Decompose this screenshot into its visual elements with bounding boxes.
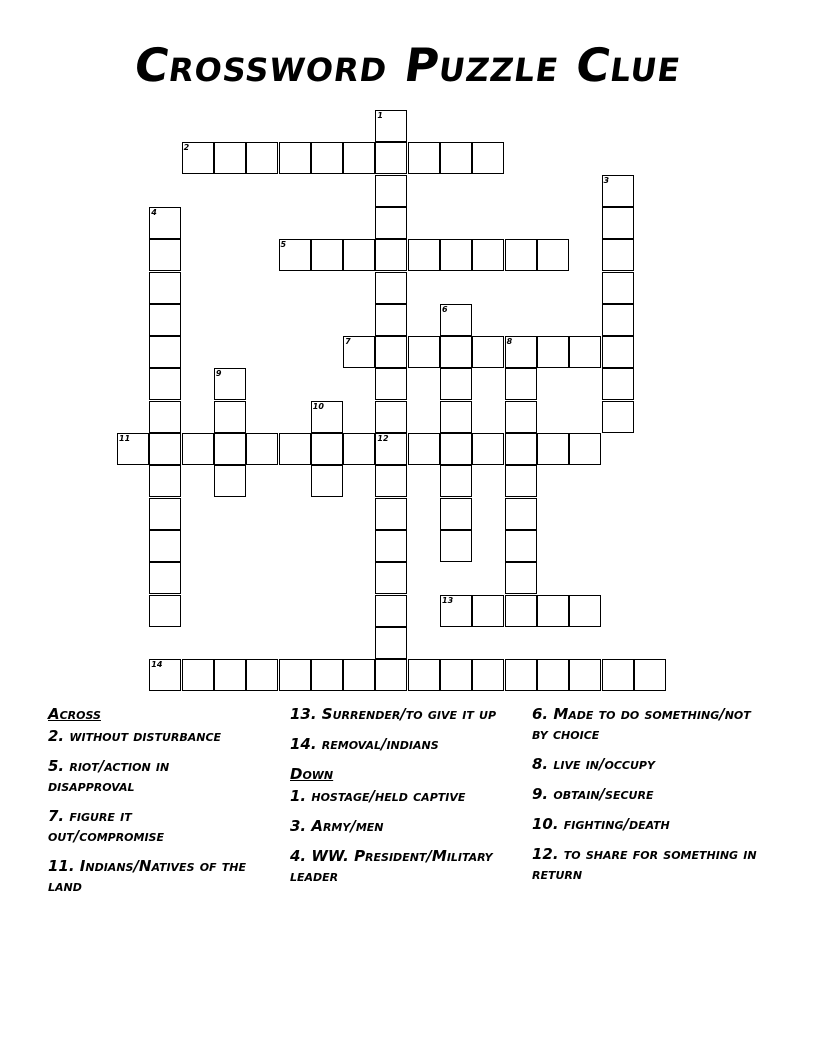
clue-down-1: 1. hostage/held captive xyxy=(290,787,466,805)
grid-cell[interactable] xyxy=(505,239,537,271)
grid-cell[interactable] xyxy=(149,498,181,530)
grid-cell[interactable] xyxy=(149,401,181,433)
across-heading: Across xyxy=(48,705,101,723)
clues-column-2 xyxy=(290,704,520,896)
grid-cell[interactable] xyxy=(537,336,569,368)
grid-cell[interactable] xyxy=(505,659,537,691)
clues-column-3 xyxy=(532,704,762,894)
grid-cell[interactable] xyxy=(569,659,601,691)
grid-cell[interactable] xyxy=(569,595,601,627)
grid-cell[interactable] xyxy=(149,336,181,368)
grid-cell[interactable] xyxy=(149,562,181,594)
grid-cell[interactable] xyxy=(472,659,504,691)
grid-cell[interactable] xyxy=(440,530,472,562)
grid-cell[interactable] xyxy=(279,142,311,174)
grid-cell[interactable] xyxy=(440,465,472,497)
grid-cell[interactable] xyxy=(311,433,343,465)
grid-cell[interactable] xyxy=(375,304,407,336)
clue-across-5: 5. riot/action in disapproval xyxy=(48,757,170,795)
grid-cell[interactable] xyxy=(602,304,634,336)
grid-cell[interactable] xyxy=(602,239,634,271)
clue-number-10: 10 xyxy=(312,401,324,411)
grid-cell[interactable] xyxy=(375,175,407,207)
grid-cell[interactable] xyxy=(279,659,311,691)
grid-cell[interactable] xyxy=(311,142,343,174)
grid-cell[interactable] xyxy=(569,336,601,368)
grid-cell[interactable] xyxy=(408,142,440,174)
grid-cell[interactable] xyxy=(279,433,311,465)
grid-cell[interactable] xyxy=(602,272,634,304)
grid-cell[interactable] xyxy=(375,562,407,594)
grid-cell[interactable] xyxy=(343,239,375,271)
clue-number-7: 7 xyxy=(345,337,351,347)
clue-down-6: 6. Made to do something/not by choice xyxy=(532,705,751,743)
grid-cell[interactable] xyxy=(472,595,504,627)
grid-cell[interactable] xyxy=(537,659,569,691)
clues-column-1 xyxy=(48,704,248,906)
clue-number-13: 13 xyxy=(442,595,454,605)
grid-cell[interactable] xyxy=(375,627,407,659)
grid-cell[interactable] xyxy=(375,272,407,304)
grid-cell[interactable] xyxy=(408,433,440,465)
grid-cell[interactable] xyxy=(246,142,278,174)
grid-cell[interactable] xyxy=(182,659,214,691)
grid-cell[interactable] xyxy=(602,659,634,691)
grid-cell[interactable] xyxy=(537,433,569,465)
clue-down-10: 10. fighting/death xyxy=(532,815,670,833)
grid-cell[interactable] xyxy=(149,304,181,336)
grid-cell[interactable] xyxy=(375,498,407,530)
grid-cell[interactable] xyxy=(375,336,407,368)
page-title: Crossword Puzzle Clue xyxy=(131,38,685,92)
grid-cell[interactable] xyxy=(375,401,407,433)
grid-cell[interactable] xyxy=(214,659,246,691)
clue-down-4: 4. WW. President/Military leader xyxy=(290,847,493,885)
grid-cell[interactable] xyxy=(214,401,246,433)
grid-cell[interactable] xyxy=(246,659,278,691)
grid-cell[interactable] xyxy=(537,595,569,627)
grid-cell[interactable] xyxy=(505,465,537,497)
grid-cell[interactable] xyxy=(149,465,181,497)
grid-cell[interactable] xyxy=(214,465,246,497)
grid-cell[interactable] xyxy=(472,239,504,271)
grid-cell[interactable] xyxy=(375,239,407,271)
clue-number-8: 8 xyxy=(506,337,513,347)
grid-cell[interactable] xyxy=(505,368,537,400)
grid-cell[interactable] xyxy=(440,659,472,691)
down-heading: Down xyxy=(290,765,334,783)
grid-cell[interactable] xyxy=(505,595,537,627)
grid-cell[interactable] xyxy=(182,433,214,465)
grid-cell[interactable] xyxy=(505,562,537,594)
grid-cell[interactable] xyxy=(149,272,181,304)
grid-cell[interactable] xyxy=(343,659,375,691)
clue-number-1: 1 xyxy=(377,111,383,120)
grid-cell[interactable] xyxy=(602,368,634,400)
grid-cell[interactable] xyxy=(472,336,504,368)
grid-cell[interactable] xyxy=(343,142,375,174)
grid-cell[interactable] xyxy=(375,142,407,174)
grid-cell[interactable] xyxy=(472,142,504,174)
grid-cell[interactable] xyxy=(602,207,634,239)
grid-cell[interactable] xyxy=(375,530,407,562)
clue-number-12: 12 xyxy=(377,434,389,443)
grid-cell[interactable] xyxy=(440,142,472,174)
grid-cell[interactable] xyxy=(505,498,537,530)
clue-down-12: 12. to share for something in return xyxy=(532,845,757,883)
clue-number-3: 3 xyxy=(603,175,610,185)
grid-cell[interactable] xyxy=(602,336,634,368)
grid-cell[interactable] xyxy=(440,368,472,400)
grid-cell[interactable] xyxy=(311,465,343,497)
grid-cell[interactable] xyxy=(634,659,666,691)
grid-cell[interactable] xyxy=(408,239,440,271)
grid-cell[interactable] xyxy=(440,433,472,465)
grid-cell[interactable] xyxy=(375,368,407,400)
clue-across-7: 7. figure it out/compromise xyxy=(48,807,164,845)
grid-cell[interactable] xyxy=(149,595,181,627)
clue-across-14: 14. removal/indians xyxy=(290,735,439,753)
grid-cell[interactable] xyxy=(602,401,634,433)
grid-cell[interactable] xyxy=(505,401,537,433)
clue-down-9: 9. obtain/secure xyxy=(532,785,654,803)
grid-cell[interactable] xyxy=(311,239,343,271)
grid-cell[interactable] xyxy=(440,498,472,530)
grid-cell[interactable] xyxy=(149,239,181,271)
clue-down-3: 3. Army/men xyxy=(290,817,384,835)
grid-cell[interactable] xyxy=(537,239,569,271)
clue-number-5: 5 xyxy=(280,240,287,250)
clue-down-8: 8. live in/occupy xyxy=(532,755,655,773)
grid-cell[interactable] xyxy=(408,659,440,691)
grid-cell[interactable] xyxy=(149,530,181,562)
clue-number-9: 9 xyxy=(215,369,222,379)
grid-cell[interactable] xyxy=(375,659,407,691)
grid-cell[interactable] xyxy=(149,433,181,465)
grid-cell[interactable] xyxy=(505,433,537,465)
grid-cell[interactable] xyxy=(149,368,181,400)
clue-number-2: 2 xyxy=(183,143,190,153)
grid-cell[interactable] xyxy=(408,336,440,368)
grid-cell[interactable] xyxy=(214,433,246,465)
grid-cell[interactable] xyxy=(472,433,504,465)
clue-across-13: 13. Surrender/to give it up xyxy=(290,705,497,723)
grid-cell[interactable] xyxy=(375,595,407,627)
clue-across-2: 2. without disturbance xyxy=(48,727,222,745)
clue-number-14: 14 xyxy=(151,660,163,670)
grid-cell[interactable] xyxy=(440,336,472,368)
clue-number-6: 6 xyxy=(442,304,448,314)
clue-across-11: 11. Indians/Natives of the land xyxy=(48,857,247,895)
grid-cell[interactable] xyxy=(311,659,343,691)
grid-cell[interactable] xyxy=(375,207,407,239)
grid-cell[interactable] xyxy=(246,433,278,465)
grid-cell[interactable] xyxy=(440,239,472,271)
grid-cell[interactable] xyxy=(375,465,407,497)
grid-cell[interactable] xyxy=(440,401,472,433)
clue-number-4: 4 xyxy=(151,207,157,217)
grid-cell[interactable] xyxy=(343,433,375,465)
grid-cell[interactable] xyxy=(569,433,601,465)
clue-number-11: 11 xyxy=(119,434,131,443)
grid-cell[interactable] xyxy=(214,142,246,174)
grid-cell[interactable] xyxy=(505,530,537,562)
